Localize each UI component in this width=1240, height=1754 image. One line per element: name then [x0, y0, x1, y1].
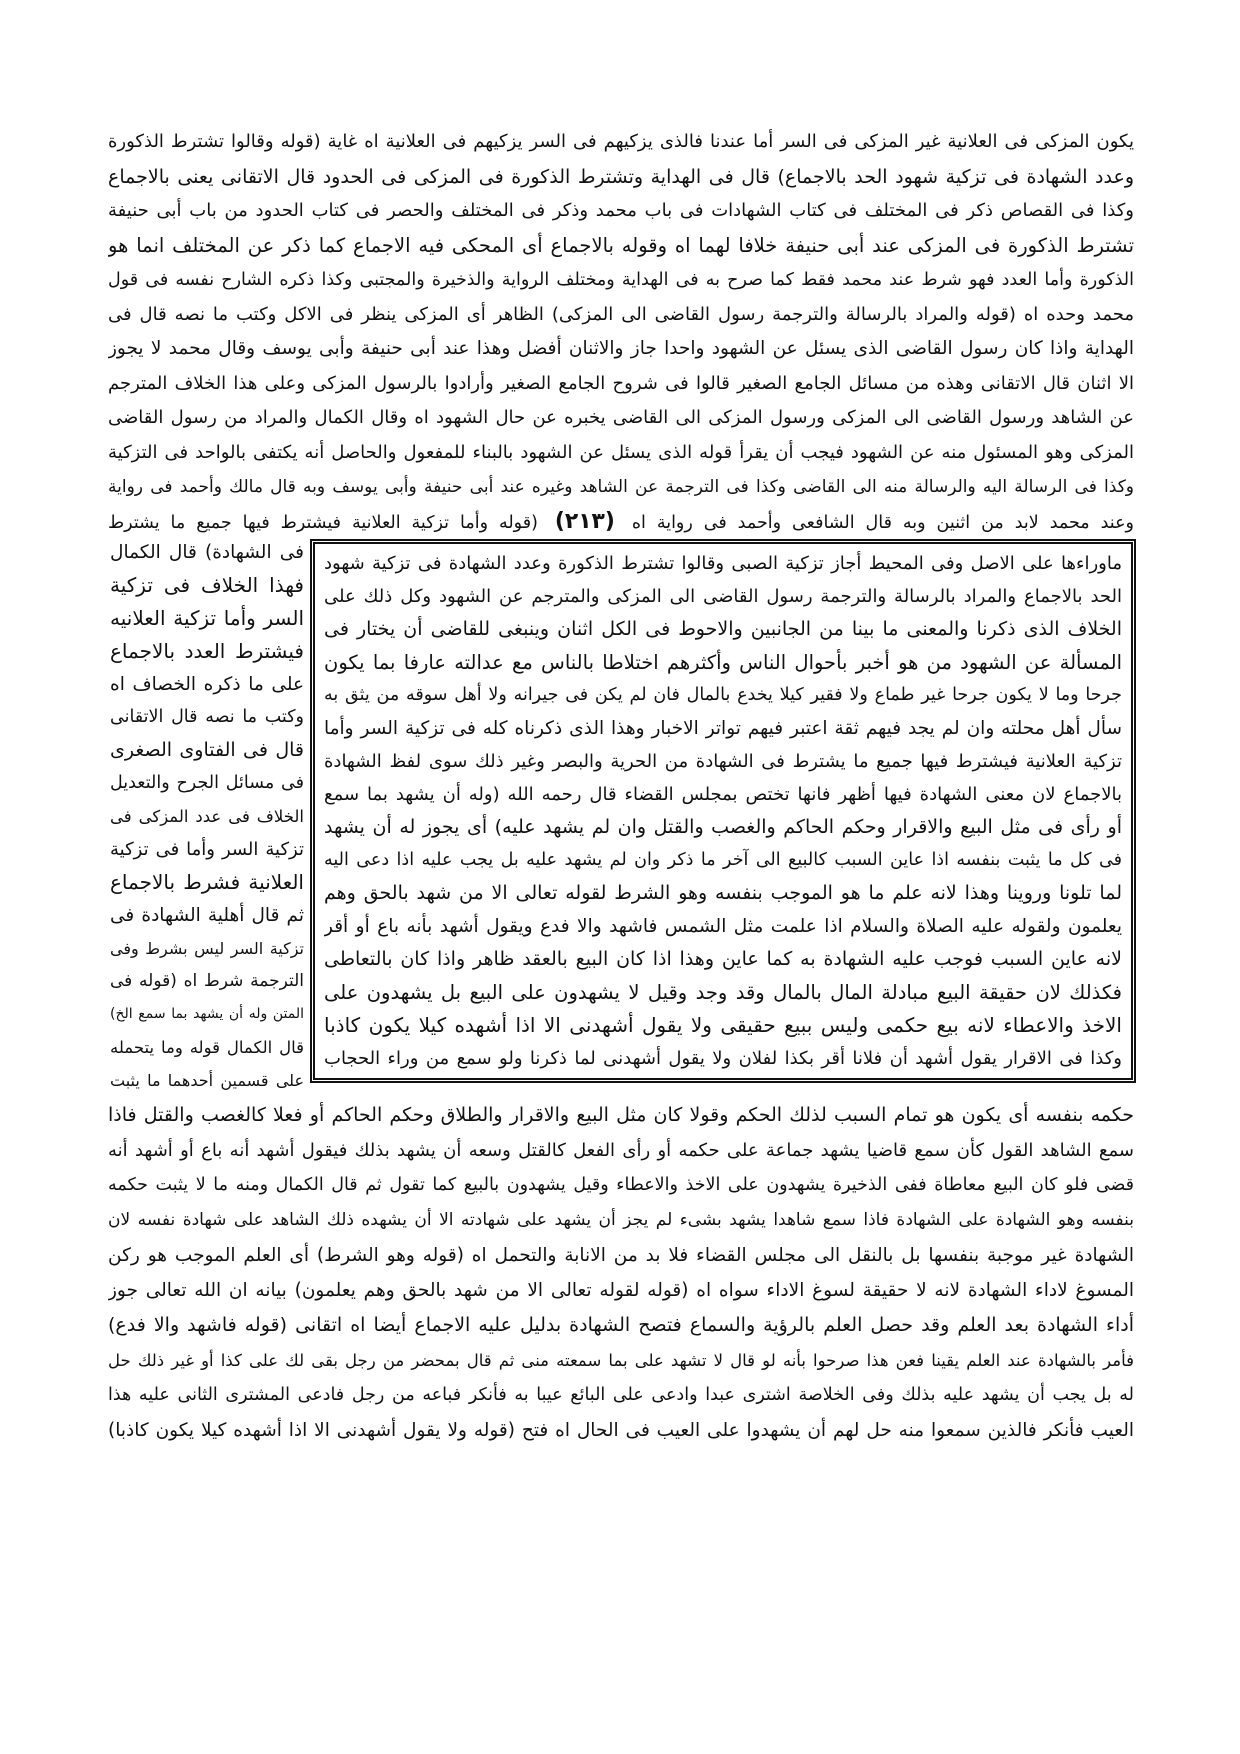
text-line: لانه عاين السبب فوجب عليه الشهادة به كما عاين وهذا اذا كان البيع بالعقد ظاهر واذا كان بالتعاطى — [324, 948, 1122, 970]
text-line: عن الشاهد ورسول القاضى الى المزكى ورسول المزكى الى القاضى يخبره عن حال الشهود اه وقال الكمال والمراد من رسول القاضى — [108, 407, 1134, 428]
text-line: الذكورة وأما العدد فهو شرط عند محمد فقط كما صرح به فى الهداية ومختلف الرواية والذخيرة والمجتبى وكذا ذكره الشارح نفسه فى قول — [108, 270, 1134, 290]
text-line: على ما ذكره الخصاف اه — [110, 674, 304, 695]
text-line: بالاجماع لان معنى الشهادة فيها أظهر فانها تختص بمجلس القضاء قال رحمه الله (وله أن يشهد بما سمع — [324, 784, 1122, 805]
text-line: أداء الشهادة بعد العلم وقد حصل العلم بالرؤية والسماع فتصح الشهادة بدليل عليه الاجماع أيضا اه اتقانى (قوله فاشهد والا فدع) — [108, 1314, 1134, 1336]
text-line: تزكية السر ليس بشرط وفى — [110, 939, 304, 958]
text-line: الهداية واذا كان رسول القاضى الذى يسئل عن الشهود واحدا جاز والاثنان أفضل وهذا عند أبى حنيفة وأبى يوسف وقال محمد لا يجوز — [108, 338, 1134, 359]
text-line: تزكية العلانية فيشترط فيها جميع ما يشترط فى الشهادة من الحرية والبصر وغير ذلك سوى لفظ الشهادة — [324, 751, 1122, 772]
text-line: الحد بالاجماع والمراد بالرسالة والترجمة رسول القاضى الى المزكى والمترجم عن الشهود وكل ذلك على — [324, 586, 1122, 607]
text-line: قال الكمال قوله وما يتحمله — [110, 1038, 304, 1057]
text-line: فكذلك لان حقيقة البيع مبادلة المال بالمال وقد وجد وقيل لا يشهدون على البيع بل يشهدون على — [324, 981, 1122, 1004]
text-line: يعلمون ولقوله عليه الصلاة والسلام اذا علمت مثل الشمس فاشهد والا فدع ويقول أشهد بأنه باع أو أقر — [324, 916, 1122, 937]
text-line: العيب فأنكر فالذين سمعوا منه حل لهم أن يشهدوا على العيب فى الحال اه فتح (قوله ولا يقول أشهدنى الا اذا أشهده كيلا يكون كاذبا) — [108, 1420, 1134, 1441]
text-segment: (قوله وأما تزكية العلانية فيشترط فيها جميع ما يشترط — [108, 512, 538, 533]
text-line: الخلاف الذى ذكرنا والمعنى ما بينا من الجانبين والاحوط فى الكل اثنان وينبغى للقاضى أن يختار فى — [324, 618, 1122, 640]
text-line: لما تلونا وروينا وهذا لانه علم ما هو الموجب بنفسه وهو الشرط لقوله تعالى الا من شهد بالحق وهم — [324, 882, 1122, 904]
text-line-with-page-number — [108, 505, 1134, 540]
bottom-commentary-block — [108, 1098, 1134, 1448]
text-line: فى كل ما يثبت بنفسه اذا عاين السبب كالبيع الى آخر ما ذكر وان لم يشهد عليه بل يجب عليه اذا دعى اليه — [324, 850, 1122, 870]
text-line: فهذا الخلاف فى تزكية — [110, 573, 304, 597]
text-line: ثم قال أهلية الشهادة فى — [110, 905, 304, 926]
text-line: وكذا فى القصاص ذكر فى المختلف فى كتاب الشهادات فى باب محمد وذكر فى المختلف والحصر فى كتاب الحدود من باب أبى حنيفة — [108, 200, 1134, 221]
text-line: السر وأما تزكية العلانيه — [110, 606, 304, 630]
text-line: تشترط الذكورة فى المزكى عند أبى حنيفة خلافا لهما اه وقوله بالاجماع أى المحكى فيه الاجماع كما ذكر عن المختلف انما هو — [108, 233, 1134, 257]
text-line: جرحا وما لا يكون جرحا غير طماع ولا فقير كيلا يخدع بالمال فان لم يكن فى جيرانه ولا أهل سوقه من يثق به — [324, 685, 1122, 705]
text-line: وكتب ما نصه قال الاتقانى — [110, 707, 304, 727]
text-line: ماوراءها على الاصل وفى المحيط أجاز تزكية الصبى وقالوا تشترط الذكورة وعدد الشهادة فى تزكية شهود — [324, 553, 1122, 574]
text-segment: وعند محمد لابد من اثنين وبه قال الشافعى وأحمد فى رواية اه — [631, 512, 1134, 533]
text-line: المتن وله أن يشهد بما سمع الخ) — [110, 1006, 304, 1022]
text-line: الشهادة غير موجبة بنفسها بل بالنقل الى مجلس القضاء فلا بد من الانابة والتحمل اه (قوله وهو الشرط) أى العلم الموجب هو ركن — [108, 1245, 1134, 1266]
text-line: على قسمين أحدهما ما يثبت — [110, 1071, 304, 1090]
text-line: سأل أهل محلته وان لم يجد فيهم ثقة اعتبر فيهم تواتر الاخبار وهذا الذى ذكرناه كله فى تزكية السر وأما — [324, 718, 1122, 739]
text-line: وعدد الشهادة فى تزكية شهود الحد بالاجماع) قال فى الهداية وتشترط الذكورة فى المزكى فى الحدود قال الاتقانى يعنى بالاجماع — [108, 165, 1134, 188]
text-line: أو رأى فى مثل البيع والاقرار وحكم الحاكم والغصب والقتل وان لم يشهد عليه) أى يجوز له أن يشهد — [324, 816, 1122, 838]
text-line: المزكى وهو المسئول منه عن الشهود فيجب أن يقرأ قوله الذى يسئل عن الشهود بالبناء للمفعول والحاصل أنه يكتفى بالواحد فى التزكية — [108, 441, 1134, 463]
text-line: فى الشهادة) قال الكمال — [110, 542, 304, 563]
text-line: قضى فلو كان البيع معاطاة ففى الذخيرة يشهدون على الاخذ والاعطاء وقيل يشهدون بالبيع كما تقول ثم قال الكمال ومنه ما لا يثبت حكمه — [108, 1175, 1134, 1195]
text-line: له بل يجب أن يشهد عليه بذلك وفى الخلاصة اشترى عبدا وادعى على البائع عيبا به فأنكر فباعه من رجل فادعى المشترى الثانى عليه هذا — [108, 1385, 1134, 1405]
text-line: تزكية السر وأما فى تزكية — [110, 839, 304, 860]
text-line: فيشترط العدد بالاجماع — [110, 639, 304, 663]
text-line: سمع الشاهد القول كأن سمع قاضيا يشهد جماعة على حكمه أو رأى الفعل كالقتل وسعه أن يشهد بذلك فيقول أشهد أنه باع أو أشهد أنه — [108, 1140, 1134, 1161]
text-line: حكمه بنفسه أى يكون هو تمام السبب لذلك الحكم وقولا كان مثل البيع والاقرار والطلاق وحكم الحاكم أو فعلا كالغصب والقتل فاذا — [108, 1104, 1134, 1126]
text-line: الاخذ والاعطاء لانه بيع حكمى وليس ببيع حقيقى ولا يقول أشهدنى الا اذا أشهده كيلا يكون كاذبا — [324, 1013, 1122, 1037]
text-line: محمد وحده اه (قوله والمراد بالرسالة والترجمة رسول القاضى الى المزكى) الظاهر أى المزكى ينظر فى الاكل وكتب ما نصه قال فى — [108, 303, 1134, 325]
text-line: يكون المزكى فى العلانية غير المزكى فى السر أما عندنا فالذى يزكيهم فى السر يزكيهم فى العلانية اه غاية (قوله وقالوا تشترط الذكورة — [108, 131, 1134, 152]
text-line: المسوغ لاداء الشهادة لانه لا حقيقة لسوغ الاداء سواه اه (قوله لقوله تعالى الا من شهد بالحق وهم يعلمون) بيانه ان الله تعالى جوز — [108, 1280, 1134, 1301]
text-line: فأمر بالشهادة عند العلم يقينا فعن هذا صرحوا بأنه لو قال لا تشهد على بما سمعته منى ثم قال بمحضر من رجل بقى لك على كذا أو غير ذلك حل — [108, 1351, 1134, 1370]
page-number: (٢١٣) — [554, 508, 615, 534]
text-line: قال فى الفتاوى الصغرى — [110, 739, 304, 761]
text-line: العلانية فشرط بالاجماع — [110, 870, 304, 894]
text-line: المسألة عن الشهود من هو أخبر بأحوال الناس وأكثرهم اختلاطا بالناس مع عدالته عارفا بما يكون — [324, 651, 1122, 674]
text-line: بنفسه وهو الشهادة على الشهادة فاذا سمع شاهدا يشهد بشىء لم يجز أن يشهد على شهادته الا أن يشهده ذلك الشاهد على شهادة نفسه لان — [108, 1210, 1134, 1230]
text-line: فى مسائل الجرح والتعديل — [110, 773, 304, 793]
text-line: الخلاف فى عدد المزكى فى — [110, 807, 304, 826]
side-commentary-column — [110, 536, 304, 1097]
top-commentary-block — [108, 125, 1134, 539]
boxed-main-text-frame — [310, 539, 1136, 1083]
text-line: الا اثنان قال الاتقانى وهذه من مسائل الجامع الصغير قالوا فى شروح الجامع الصغير وأرادوا بالرسول المزكى وعلى هذا الخلاف المترجم — [108, 372, 1134, 394]
text-line: الترجمة شرط اه (قوله فى — [110, 971, 304, 991]
text-line: وكذا فى الرسالة اليه والرسالة منه الى القاضى وكذا فى الترجمة عن الشاهد وغيره عند أبى حنيفة وأبى يوسف وبه قال مالك وأحمد فى رواية — [108, 477, 1134, 497]
text-line: وكذا فى الاقرار يقول أشهد أن فلانا أقر بكذا لفلان ولا يقول أشهدنى لما ذكرنا ولو سمع من وراء الحجاب — [324, 1048, 1122, 1069]
